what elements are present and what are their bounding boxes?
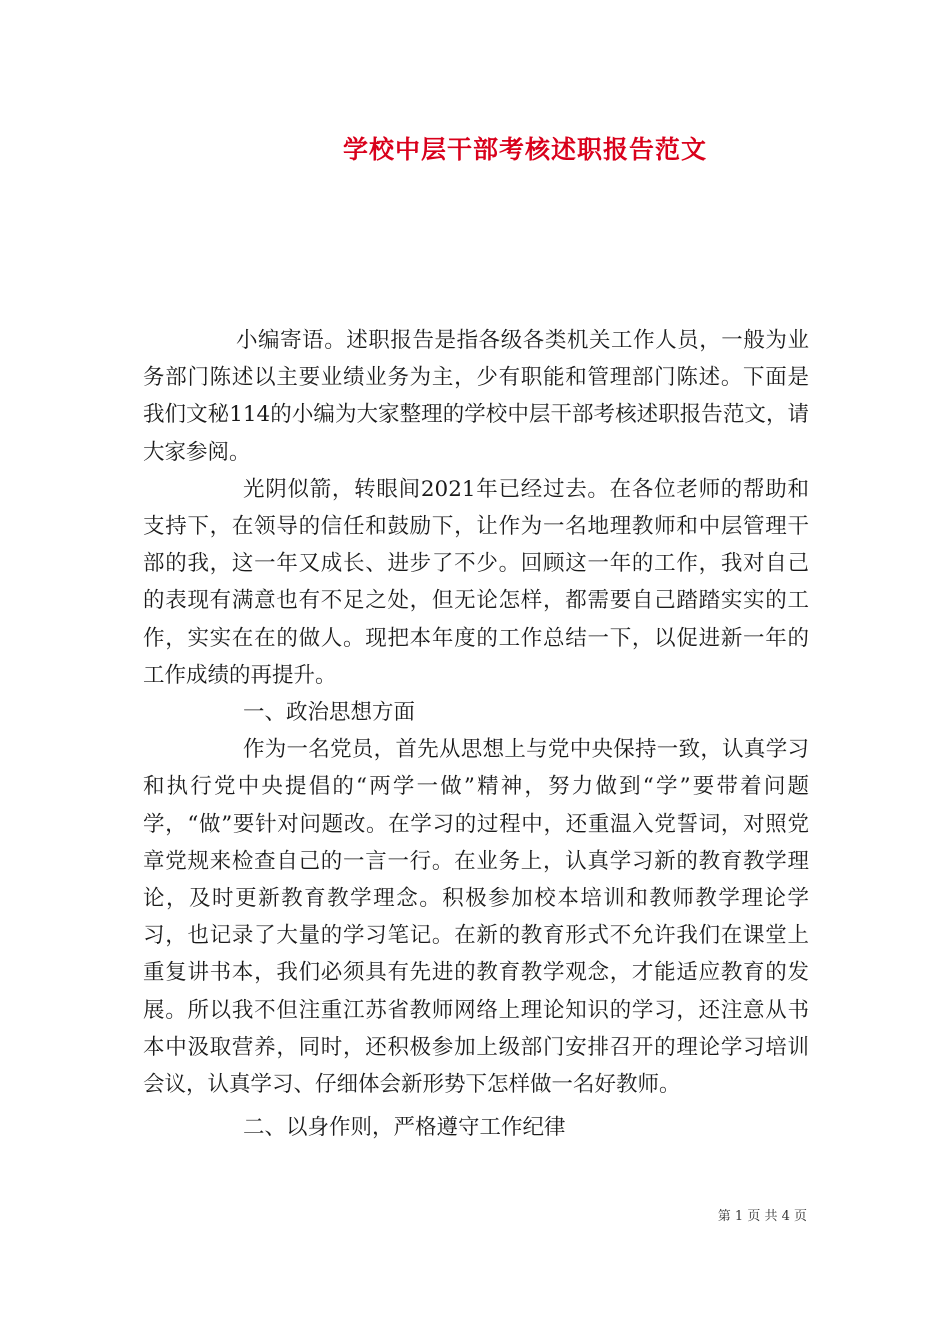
section-heading-1: 一、政治思想方面 xyxy=(243,700,416,726)
page-number-footer: 第 1 页 共 4 页 xyxy=(717,1209,807,1224)
opening-paragraph: 光阴似箭，转眼间2021年已经过去。在各位老师的帮助和支持下，在领导的信任和鼓励下，让作为一名地理教师和中层管理干部的我，这一年又成长、进步了不少。回顾这一年的工作，我对自己的表现有满意也有不足之处，但无论怎样，都需要自己踏踏实实的工作，实实在在的做人。现把本年度的工作总结一下，以促进新一年的工作成绩的再提升。 xyxy=(143,476,809,688)
section-heading-2: 二、以身作则，严格遵守工作纪律 xyxy=(243,1115,566,1141)
section-1-paragraph: 作为一名党员，首先从思想上与党中央保持一致，认真学习和执行党中央提倡的“两学一做”精神，努力做到“学”要带着问题学，“做”要针对问题改。在学习的过程中，还重温入党誓词，对照党章党规来检查自己的一言一行。在业务上，认真学习新的教育教学理论，及时更新教育教学理念。积极参加校本培训和教师教学理论学习，也记录了大量的学习笔记。在新的教育形式不允许我们在课堂上重复讲书本，我们必须具有先进的教育教学观念，才能适应教育的发展。所以我不但注重江苏省教师网络上理论知识的学习，还注意从书本中汲取营养，同时，还积极参加上级部门安排召开的理论学习培训会议，认真学习、仔细体会新形势下怎样做一名好教师。 xyxy=(143,737,809,1098)
document-body xyxy=(143,322,809,1146)
intro-paragraph: 小编寄语。述职报告是指各级各类机关工作人员，一般为业务部门陈述以主要业绩业务为主，少有职能和管理部门陈述。下面是我们文秘114的小编为大家整理的学校中层干部考核述职报告范文，请大家参阅。 xyxy=(143,328,809,465)
document-title: 学校中层干部考核述职报告范文 xyxy=(342,135,707,164)
